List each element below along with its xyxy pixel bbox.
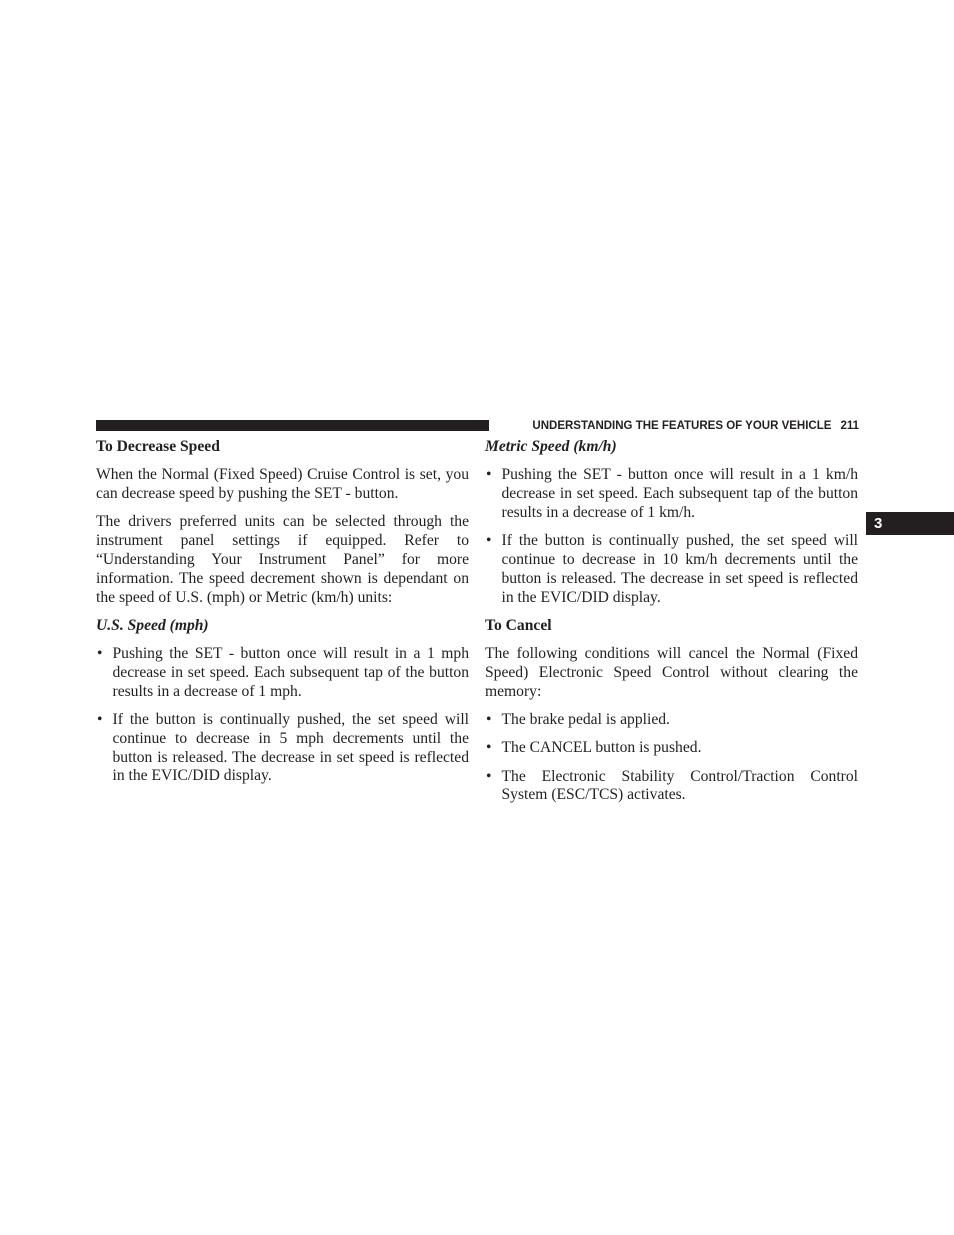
list-item xyxy=(96,711,469,786)
right-column xyxy=(485,438,858,815)
bullet-list xyxy=(485,466,858,607)
left-column xyxy=(96,438,469,796)
bullet-icon: • xyxy=(97,711,103,729)
bullet-icon: • xyxy=(486,532,492,550)
bullet-icon: • xyxy=(486,466,492,484)
list-item xyxy=(485,532,858,607)
section-heading-cancel: To Cancel xyxy=(485,616,552,634)
list-item-text: The CANCEL button is pushed. xyxy=(501,739,702,757)
list-item-text: Pushing the SET - button once will result in a 1 km/h decrease in set speed. Each subsequent tap of the button results in a decrease of 1 km/h. xyxy=(501,466,858,521)
bullet-icon: • xyxy=(486,767,492,785)
section-title: UNDERSTANDING THE FEATURES OF YOUR VEHICLE xyxy=(532,420,832,432)
list-item-text: The brake pedal is applied. xyxy=(501,711,670,729)
subheading-us-speed: U.S. Speed (mph) xyxy=(96,616,209,634)
chapter-tab xyxy=(866,512,954,535)
bullet-icon: • xyxy=(486,739,492,757)
chapter-number: 3 xyxy=(874,515,883,532)
list-item xyxy=(485,711,858,730)
bullet-icon: • xyxy=(97,645,103,663)
list-item xyxy=(485,466,858,522)
paragraph: The following conditions will cancel the Normal (Fixed Speed) Electronic Speed Control without clearing the memory: xyxy=(485,645,858,700)
list-item xyxy=(96,645,469,701)
section-heading-decrease-speed: To Decrease Speed xyxy=(96,438,220,455)
list-item-text: If the button is continually pushed, the set speed will continue to decrease in 10 km/h decrements until the button is released. The decrease in set speed is reflected in the EVIC/DID display. xyxy=(501,532,858,606)
bullet-icon: • xyxy=(486,711,492,729)
bullet-list xyxy=(485,711,858,805)
paragraph: The drivers preferred units can be selected through the instrument panel settings if equipped. Refer to “Understanding Your Instrument Panel” for more information. The speed decrement shown is dependant on the speed of U.S. (mph) or Metric (km/h) units: xyxy=(96,513,469,606)
list-item-text: Pushing the SET - button once will result in a 1 mph decrease in set speed. Each subsequent tap of the button results in a decrease of 1 mph. xyxy=(112,645,469,700)
list-item-text: The Electronic Stability Control/Traction Control System (ESC/TCS) activates. xyxy=(501,767,858,804)
running-header xyxy=(497,418,859,434)
list-item xyxy=(485,739,858,758)
list-item xyxy=(485,768,858,806)
list-item-text: If the button is continually pushed, the set speed will continue to decrease in 5 mph decrements until the button is released. The decrease in set speed is reflected in the EVIC/DID display. xyxy=(112,711,469,785)
subheading-metric-speed: Metric Speed (km/h) xyxy=(485,438,617,455)
header-rule xyxy=(96,420,489,431)
bullet-list xyxy=(96,645,469,786)
page-number: 211 xyxy=(840,420,859,432)
paragraph: When the Normal (Fixed Speed) Cruise Control is set, you can decrease speed by pushing the SET - button. xyxy=(96,466,469,503)
